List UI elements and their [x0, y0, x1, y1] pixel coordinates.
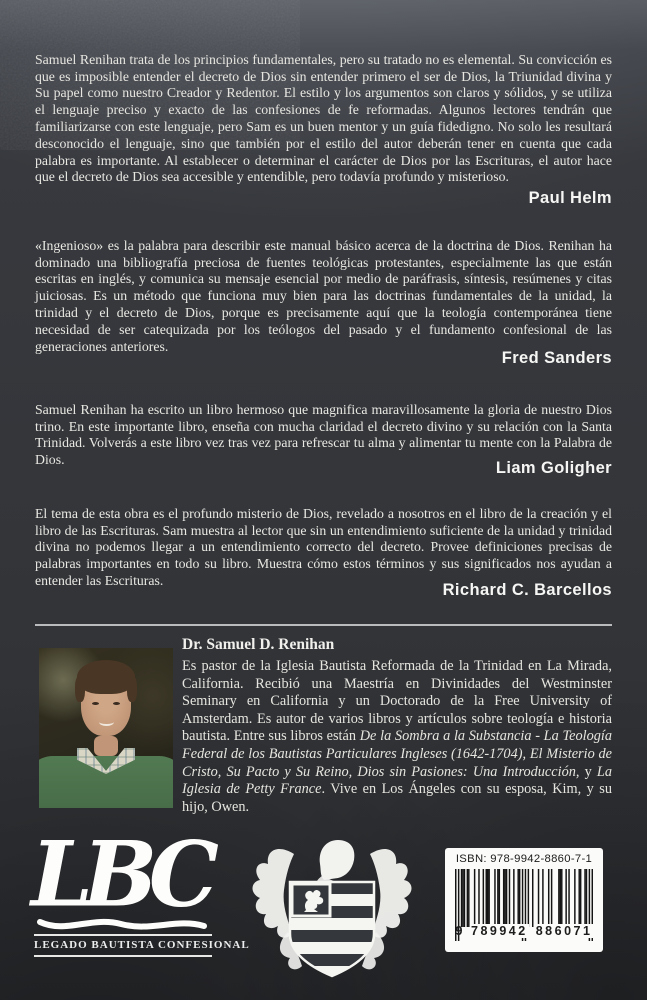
endorser-name-liam-goligher: Liam Goligher — [495, 459, 612, 477]
endorsement-text-2: «Ingenioso» es la palabra para describir este manual básico acerca de la doctrina de Dios. Renihan ha dominado una bibliografía preciosa de fuentes teológicas protestantes, especialmente las que están escritas en inglés, y comunica su mensaje esencial por medio de paráfrasis, síntesis, resúmenes y citas juiciosas. Es un método que funciona muy bien para las doctrinas fundamentales de la unidad, la trinidad y el decreto de Dios, porque es precisamente aquí que la teología contemporánea tiene necesidad de ser catequizada por los teólogos del pasado y el fundamento confesional de las generaciones anteriores. — [35, 237, 612, 354]
barcode-digits — [445, 924, 603, 938]
endorsement-text-4: El tema de esta obra es el profundo misterio de Dios, revelado a nosotros en el libro de la creación y el libro de las Escrituras. Sam muestra al lector que sin un entendimiento suficiente de la unidad y trinidad divina no podemos llegar a un entendimiento correcto del decreto. Provee definiciones precisas de palabras importantes en todo su libro. Muestra cómo estos términos y sus significados nos ayudan a entender las Escrituras. — [35, 505, 612, 588]
author-photo-sweater — [39, 756, 173, 808]
section-divider — [35, 624, 612, 626]
endorser-name-paul-helm: Paul Helm — [528, 189, 612, 207]
author-photo-neck — [94, 736, 118, 756]
author-photo-eye-right — [113, 702, 120, 705]
isbn-label: ISBN: 978-9942-8860-7-1 — [455, 853, 593, 865]
author-photo-eye-left — [92, 702, 99, 705]
publisher-logo-lbc — [31, 820, 250, 957]
author-photo-smile — [99, 718, 114, 726]
lbc-logo-swash — [36, 914, 210, 938]
endorsement-text-1: Samuel Renihan trata de los principios fundamentales, pero su tratado no es elemental. Su convicción es que es imposible entender el decreto de Dios sin entender primero el ser de Dios, la Triunidad divina y Su papel como nuestro Creador y Redentor. El estilo y los argumentos son claros y sólidos, y se utiliza el lenguaje preciso y exacto de las confesiones de fe reformadas. Algunos lectores tendrán que familiarizarse con este lenguaje, pero Sam es un buen mentor y un guía fidedigno. No solo les resultará desconocido el lenguaje, sino que también por el estilo del autor deberán tener en cuenta que cada palabra es importante. Al establecer o determinar el carácter de Dios por las Escrituras, el autor hace que el decreto de Dios sea accesible y entendible, pero todavía profundo y misterioso. — [35, 51, 612, 185]
lbc-logo-letters: LBC — [31, 820, 209, 928]
endorsement-text-3: Samuel Renihan ha escrito un libro hermoso que magnifica maravillosamente la gloria de nuestro Dios trino. En este importante libro, enseña con mucha claridad el decreto divino y su relación con la Santa Trinidad. Volverás a este libro vez tras vez para refrescar tu alma y alimentar tu mente con la Palabra de Dios. — [35, 401, 612, 468]
isbn-barcode — [445, 848, 603, 952]
author-photo-hair — [77, 660, 135, 694]
author-photo — [39, 648, 173, 808]
publisher-logo-caption: LEGADO BAUTISTA CONFESIONAL — [34, 934, 212, 957]
barcode-digit-group1: 789942 — [471, 924, 528, 938]
coat-of-arms — [248, 836, 416, 982]
author-bio-name: Dr. Samuel D. Renihan — [182, 636, 335, 653]
helmet — [320, 840, 355, 880]
canton — [292, 884, 330, 916]
endorser-name-richard-barcellos: Richard C. Barcellos — [442, 581, 612, 599]
endorser-name-fred-sanders: Fred Sanders — [501, 349, 612, 367]
barcode-digit-lead: 9 — [455, 924, 465, 938]
barcode-digit-group2: 886071 — [535, 924, 593, 938]
author-bio-text: Es pastor de la Iglesia Bautista Reformada de la Trinidad en La Mirada, California. Recibió una Maestría en Divinidades del Westminster Seminary en California y un Doctorado de la Free University of Amsterdam. Es autor de varios libros y artículos sobre teología e historia bautista. Entre sus libros están De la Sombra a la Substancia - La Teología Federal de los Bautistas Particulares Ingleses (1642-1704), El Misterio de Cristo, Su Pacto y Su Reino, Dios sin Pasiones: Una Introducción, y La Iglesia de Petty France. Vive en Los Ángeles con su esposa, Kim, y su hijo, Owen. — [182, 658, 613, 815]
author-bio-section — [182, 636, 612, 816]
